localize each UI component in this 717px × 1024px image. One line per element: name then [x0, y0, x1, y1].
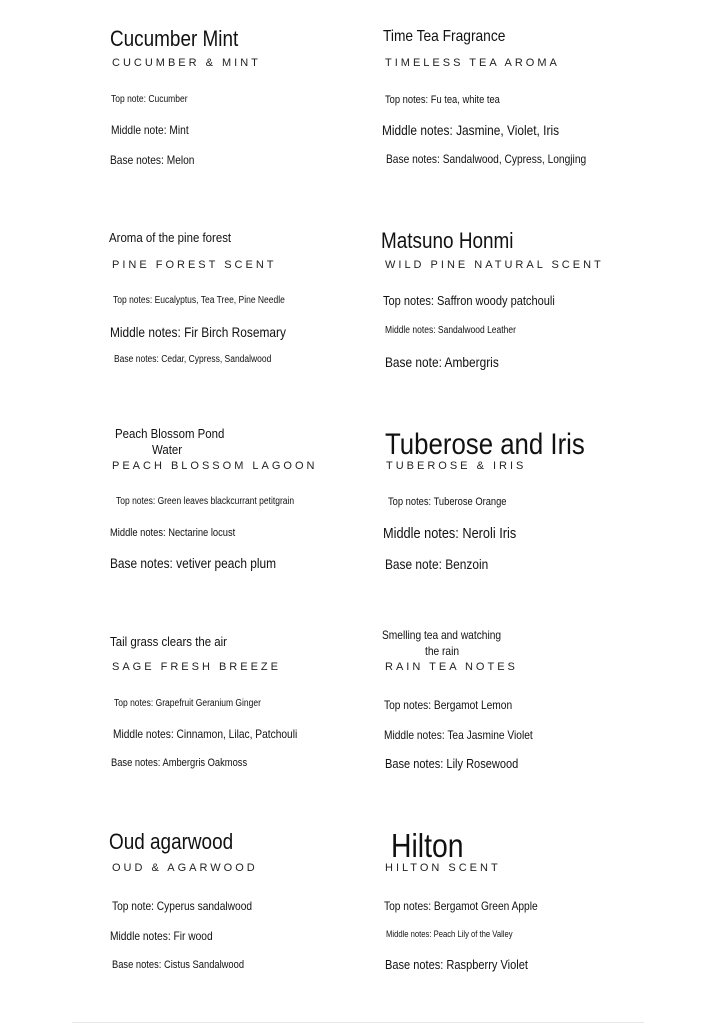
top-note: Top notes: Bergamot Lemon [384, 698, 513, 712]
middle-note: Middle notes: Fir Birch Rosemary [110, 324, 286, 340]
middle-note: Middle notes: Cinnamon, Lilac, Patchouli [113, 727, 298, 741]
base-note: Base notes: vetiver peach plum [110, 555, 277, 571]
scent-subtitle: OUD & AGARWOOD [112, 862, 258, 874]
scent-subtitle: PEACH BLOSSOM LAGOON [112, 460, 318, 472]
scent-subtitle: RAIN TEA NOTES [385, 661, 518, 673]
top-note: Top notes: Fu tea, white tea [385, 94, 500, 106]
middle-note: Middle notes: Neroli Iris [383, 525, 517, 542]
middle-note: Middle notes: Nectarine locust [110, 527, 236, 539]
scent-title: Tail grass clears the air [110, 634, 227, 649]
top-note: Top notes: Grapefruit Geranium Ginger [114, 698, 261, 709]
middle-note: Middle notes: Tea Jasmine Violet [384, 728, 533, 742]
scent-title-line2: Water [152, 442, 183, 457]
middle-note: Middle note: Mint [111, 123, 189, 137]
scent-subtitle: CUCUMBER & MINT [112, 57, 261, 69]
base-note: Base notes: Lily Rosewood [385, 756, 519, 771]
scent-title: Oud agarwood [109, 829, 234, 854]
base-note: Base note: Benzoin [385, 556, 489, 572]
scent-title: Matsuno Honmi [381, 228, 514, 253]
scent-title: Tuberose and Iris [385, 428, 585, 461]
base-note: Base notes: Raspberry Violet [385, 957, 528, 972]
scent-title: Time Tea Fragrance [383, 28, 506, 45]
top-note: Top note: Cyperus sandalwood [112, 899, 253, 913]
scent-subtitle: SAGE FRESH BREEZE [112, 661, 281, 673]
top-note: Top notes: Eucalyptus, Tea Tree, Pine Needle [113, 295, 285, 306]
scent-title-line2: the rain [425, 644, 460, 658]
base-note: Base notes: Cistus Sandalwood [112, 959, 245, 971]
scent-title-line1: Smelling tea and watching [382, 628, 502, 642]
top-note: Top note: Cucumber [111, 94, 188, 105]
top-note: Top notes: Bergamot Green Apple [384, 899, 538, 913]
scent-title-line1: Peach Blossom Pond [115, 426, 225, 441]
base-note: Base notes: Cedar, Cypress, Sandalwood [114, 354, 272, 365]
scent-title: Aroma of the pine forest [109, 230, 232, 245]
bottom-divider [72, 1022, 644, 1023]
middle-note: Middle notes: Peach Lily of the Valley [386, 929, 513, 939]
base-note: Base note: Ambergris [385, 354, 499, 370]
scent-subtitle: HILTON SCENT [385, 862, 501, 874]
scent-title: Cucumber Mint [110, 26, 239, 51]
scent-subtitle: TIMELESS TEA AROMA [385, 57, 560, 69]
base-note: Base notes: Melon [110, 153, 195, 167]
scent-subtitle: TUBEROSE & IRIS [386, 460, 527, 472]
base-note: Base notes: Sandalwood, Cypress, Longjing [386, 152, 587, 166]
scent-title: Hilton [391, 827, 464, 864]
middle-note: Middle notes: Jasmine, Violet, Iris [382, 122, 560, 138]
middle-note: Middle notes: Sandalwood Leather [385, 325, 516, 336]
scent-subtitle: WILD PINE NATURAL SCENT [385, 259, 604, 271]
base-note: Base notes: Ambergris Oakmoss [111, 757, 248, 769]
top-note: Top notes: Green leaves blackcurrant petitgrain [116, 496, 295, 507]
top-note: Top notes: Saffron woody patchouli [383, 293, 555, 308]
middle-note: Middle notes: Fir wood [110, 929, 213, 943]
top-note: Top notes: Tuberose Orange [388, 496, 507, 508]
scent-subtitle: PINE FOREST SCENT [112, 259, 277, 271]
